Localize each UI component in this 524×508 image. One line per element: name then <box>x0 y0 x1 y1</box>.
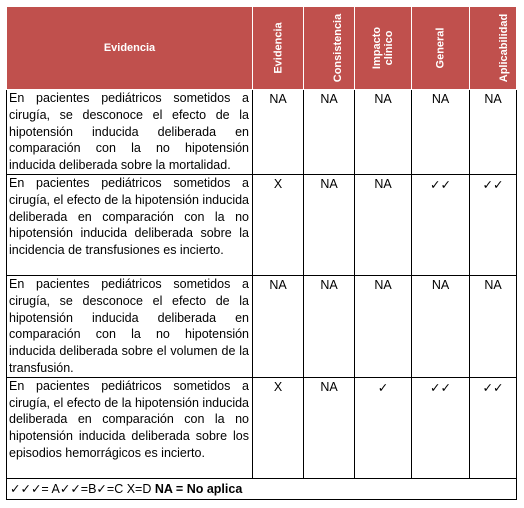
row-value-consistencia: NA <box>304 174 355 275</box>
row-value-consistencia: NA <box>304 90 355 175</box>
row-evidence-text: En pacientes pediátricos sometidos a cirugía, el efecto de la hipotensión inducida deliberada en comparación con la no hipotensión inducida deliberada sobre la incidencia de transfusiones es incierto. <box>7 174 253 275</box>
row-value-aplicabilidad: NA <box>470 90 517 175</box>
row-value-consistencia: NA <box>304 275 355 377</box>
row-value-general: ✓✓ <box>412 174 470 275</box>
row-value-general: ✓✓ <box>412 377 470 478</box>
legend-na: NA = No aplica <box>154 481 243 496</box>
row-value-impacto: NA <box>355 174 412 275</box>
evidence-table <box>6 6 517 500</box>
row-value-impacto: NA <box>355 275 412 377</box>
evidence-table-container <box>6 6 516 500</box>
row-value-general: NA <box>412 275 470 377</box>
header-col-evidencia: Evidencia <box>253 7 304 90</box>
row-value-aplicabilidad: NA <box>470 275 517 377</box>
legend-row <box>7 478 517 499</box>
header-col-aplicabilidad: Aplicabilidad <box>470 7 517 90</box>
row-value-aplicabilidad: ✓✓ <box>470 174 517 275</box>
row-evidence-text: En pacientes pediátricos sometidos a cirugía, el efecto de la hipotensión inducida deliberada en comparación con la no hipotensión inducida deliberada sobre los episodios hemorrágicos es incierto. <box>7 377 253 478</box>
legend-cell <box>7 478 517 499</box>
row-evidence-text: En pacientes pediátricos sometidos a cirugía, se desconoce el efecto de la hipotensión inducida deliberada en comparación con la no hipotensión inducida deliberada sobre la mortalidad. <box>7 90 253 175</box>
table-row <box>7 275 517 377</box>
row-value-evidencia: NA <box>253 90 304 175</box>
row-value-aplicabilidad: ✓✓ <box>470 377 517 478</box>
table-row <box>7 90 517 175</box>
legend-grades: ✓✓✓= A✓✓=B✓=C X=D <box>10 481 152 496</box>
header-col-general: General <box>412 7 470 90</box>
row-value-evidencia: NA <box>253 275 304 377</box>
header-col-impacto-clinico: Impacto clínico <box>355 7 412 90</box>
row-value-consistencia: NA <box>304 377 355 478</box>
row-evidence-text: En pacientes pediátricos sometidos a cirugía, se desconoce el efecto de la hipotensión inducida deliberada en comparación con la no hipotensión inducida deliberada sobre el volumen de la transfusión. <box>7 275 253 377</box>
table-row <box>7 174 517 275</box>
header-evidencia: Evidencia <box>7 7 253 90</box>
row-value-evidencia: X <box>253 174 304 275</box>
header-row <box>7 7 517 90</box>
row-value-general: NA <box>412 90 470 175</box>
table-row <box>7 377 517 478</box>
row-value-impacto: NA <box>355 90 412 175</box>
row-value-impacto: ✓ <box>355 377 412 478</box>
row-value-evidencia: X <box>253 377 304 478</box>
header-col-consistencia: Consistencia <box>304 7 355 90</box>
